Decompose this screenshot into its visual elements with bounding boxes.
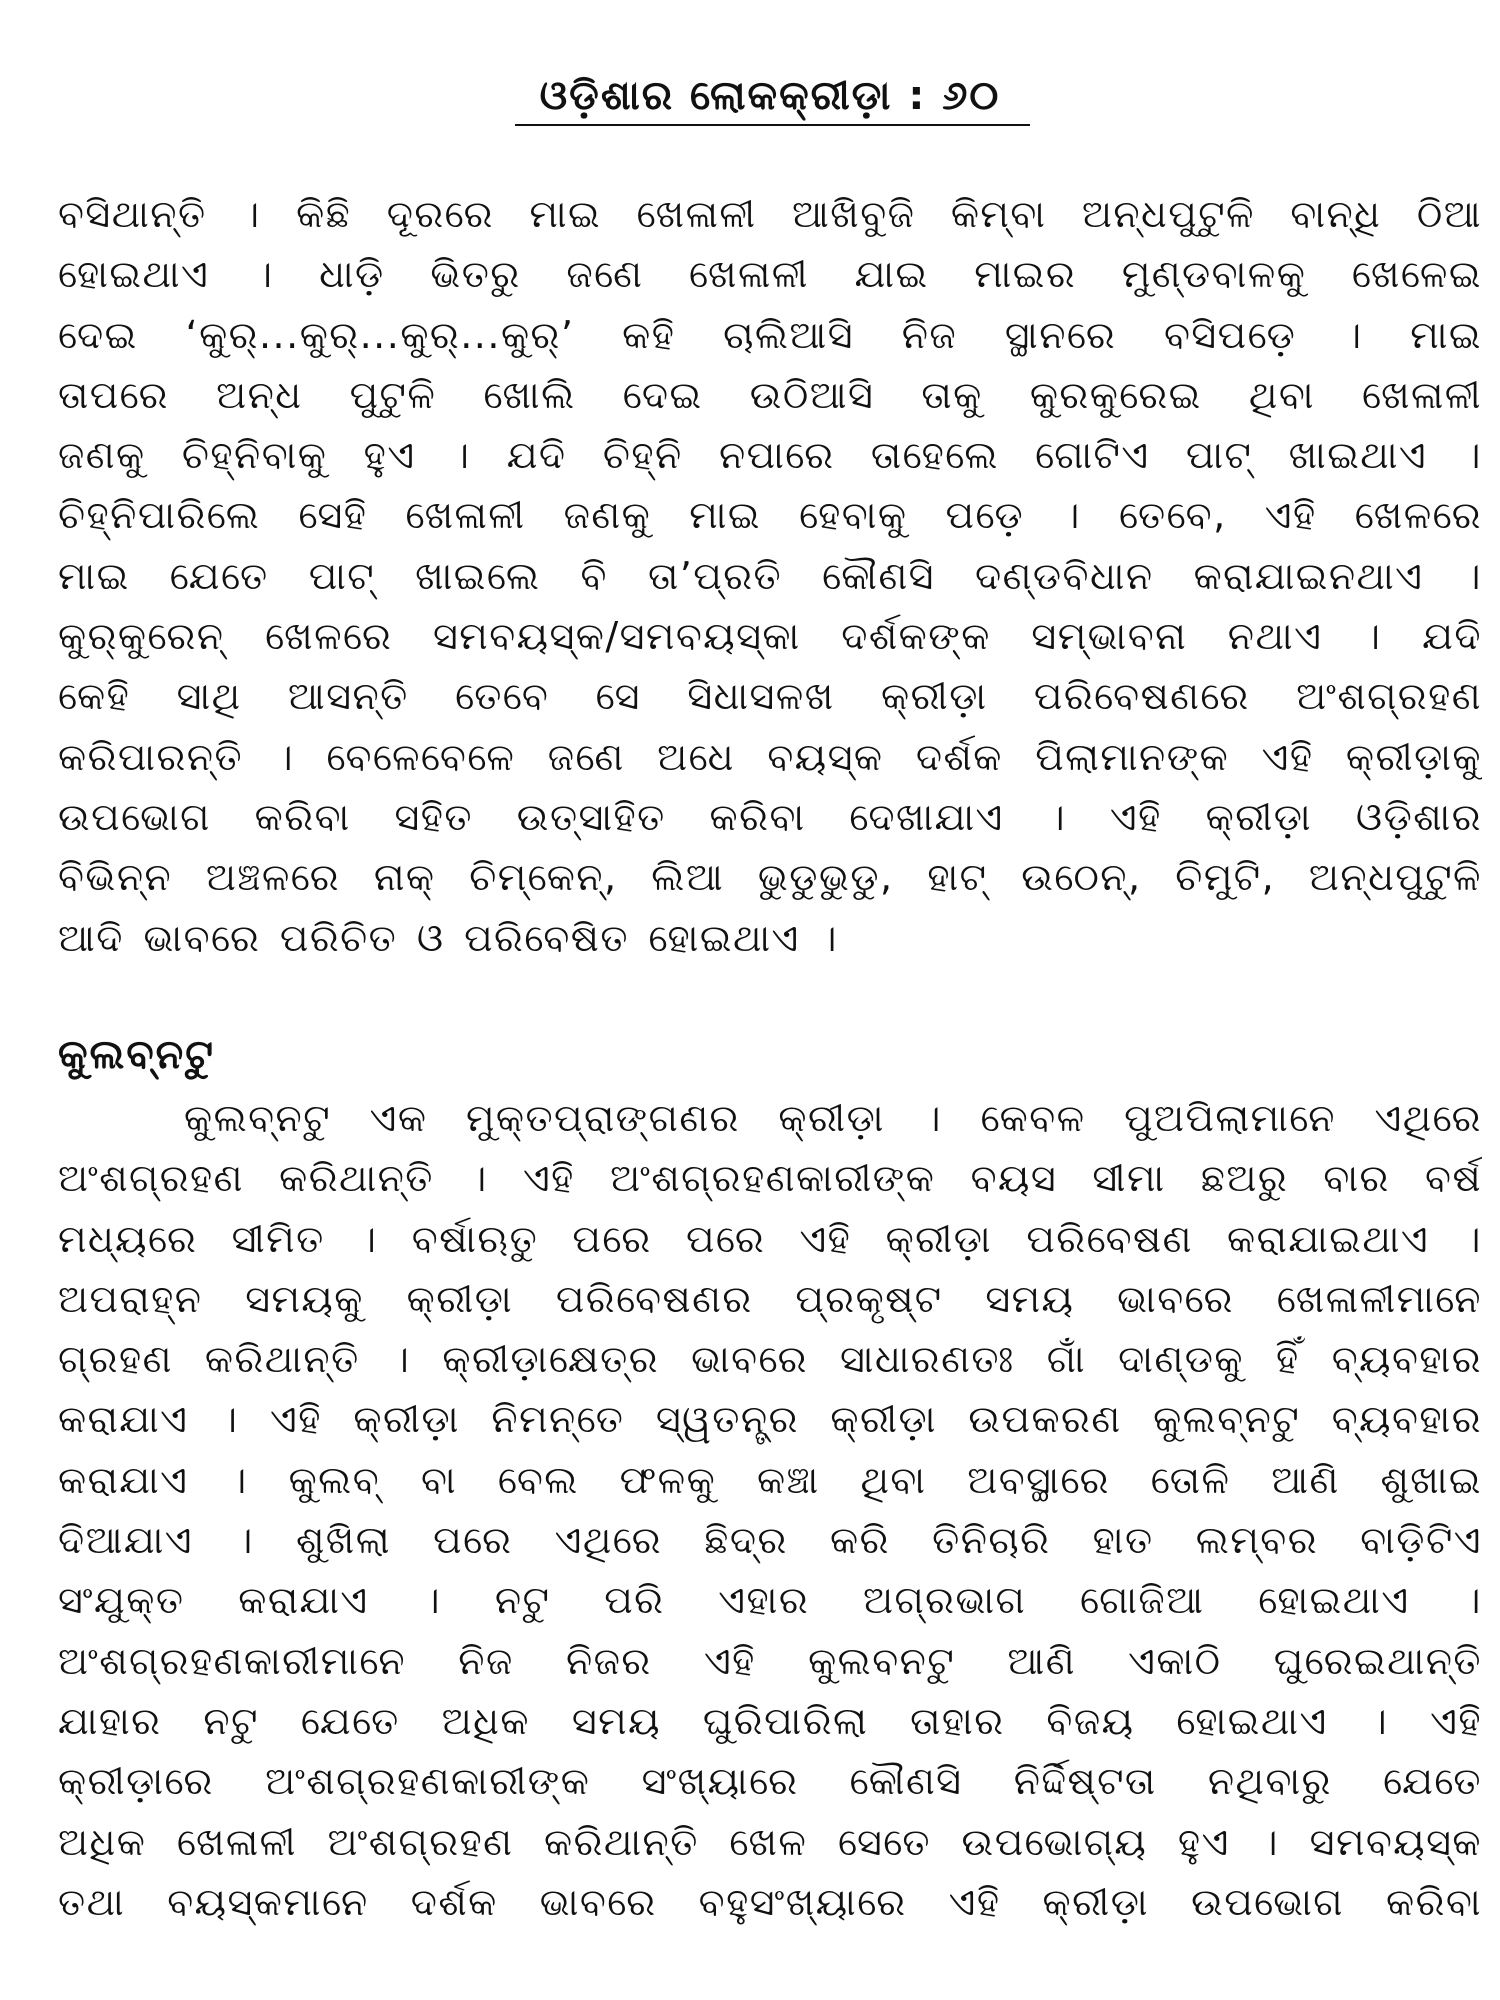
text-line: ଦେଇ ‘କୁର୍...କୁର୍...କୁର୍...କୁର୍’ କହି ଚାଲିଆସି ନିଜ ସ୍ଥାନରେ ବସିପଡ଼େ । ମାଇ	[58, 312, 1482, 357]
text-line: ବିଭିନ୍ନ ଅଞ୍ଚଳରେ ନାକ୍ ଚିମ୍‌କେନ୍, ଲିଆ ଭୁଡୁଭୁଡୁ, ହାଟ୍ ଉଠେନ୍, ଚିମୁଟି, ଅନ୍ଧପୁଟୁଳି	[58, 855, 1482, 900]
text-line: ଆଦି ଭାବରେ ପରିଚିତ ଓ ପରିବେଷିତ ହୋଇଥାଏ ।	[58, 915, 838, 960]
text-line: ଗ୍ରହଣ କରିଥାନ୍ତି । କ୍ରୀଡ଼ାକ୍ଷେତ୍ର ଭାବରେ ସାଧାରଣତଃ ଗାଁ ଦାଣ୍ଡକୁ ହିଁ ବ୍ୟବହାର	[58, 1337, 1482, 1382]
text-line: ତାପରେ ଅନ୍ଧ ପୁଟୁଳି ଖୋଲି ଦେଇ ଉଠିଆସି ତାକୁ କୁରକୁରେଇ ଥିବା ଖେଳାଳୀ	[58, 372, 1482, 417]
text-line: କରାଯାଏ । ଏହି କ୍ରୀଡ଼ା ନିମନ୍ତେ ସ୍ୱତନ୍ତ୍ର କ୍ରୀଡ଼ା ଉପକରଣ କୁଲବ୍‌ନଟୁ ବ୍ୟବହାର	[58, 1397, 1482, 1442]
text-line: ତଥା ବୟସ୍କମାନେ ଦର୍ଶକ ଭାବରେ ବହୁସଂଖ୍ୟାରେ ଏହି କ୍ରୀଡ଼ା ଉପଭୋଗ କରିବା	[58, 1879, 1482, 1924]
text-line: ଅପରାହ୍ନ ସମୟକୁ କ୍ରୀଡ଼ା ପରିବେଷଣର ପ୍ରକୃଷ୍ଟ ସମୟ ଭାବରେ ଖେଳାଳୀମାନେ	[58, 1276, 1482, 1321]
header-underline	[515, 124, 1030, 126]
text-line: ସଂଯୁକ୍ତ କରାଯାଏ । ନଟୁ ପରି ଏହାର ଅଗ୍ରଭାଗ ଗୋଜିଆ ହୋଇଥାଏ ।	[58, 1578, 1482, 1623]
paragraph-continued	[58, 184, 1482, 968]
running-header: ଓଡ଼ିଶାର ଲୋକକ୍ରୀଡ଼ା : ୬୦	[539, 73, 1001, 119]
section-heading: କୁଲବ୍‌ନଟୁ	[58, 1032, 215, 1078]
text-line: ଅଧିକ ଖେଳାଳୀ ଅଂଶଗ୍ରହଣ କରିଥାନ୍ତି ଖେଳ ସେତେ ଉପଭୋଗ୍ୟ ହୁଏ । ସମବୟସ୍କ	[58, 1819, 1482, 1864]
text-line: କୁର୍‌କୁରେନ୍ ଖେଳରେ ସମବୟସ୍କ/ସମବୟସ୍କା ଦର୍ଶକଙ୍କ ସମ୍ଭାବନା ନଥାଏ । ଯଦି	[58, 614, 1482, 659]
text-line: କରାଯାଏ । କୁଲବ୍ ବା ବେଲ ଫଳକୁ କଞ୍ଚା ଥିବା ଅବସ୍ଥାରେ ତୋଳି ଆଣି ଶୁଖାଇ	[58, 1457, 1482, 1502]
text-line: କୁଲବ୍‌ନଟୁ ଏକ ମୁକ୍ତପ୍ରାଙ୍ଗଣର କ୍ରୀଡ଼ା । କେବଳ ପୁଅପିଲାମାନେ ଏଥିରେ	[184, 1096, 1482, 1140]
text-line: ମଧ୍ୟରେ ସୀମିତ । ବର୍ଷାଋତୁ ପରେ ପରେ ଏହି କ୍ରୀଡ଼ା ପରିବେଷଣ କରାଯାଇଥାଏ ।	[58, 1216, 1482, 1261]
text-line: କରିପାରନ୍ତି । ବେଳେବେଳେ ଜଣେ ଅଧେ ବୟସ୍କ ଦର୍ଶକ ପିଲାମାନଙ୍କ ଏହି କ୍ରୀଡ଼ାକୁ	[58, 734, 1482, 779]
text-line: ଅଂଶଗ୍ରହଣ କରିଥାନ୍ତି । ଏହି ଅଂଶଗ୍ରହଣକାରୀଙ୍କ ବୟସ ସୀମା ଛଅରୁ ବାର ବର୍ଷ	[58, 1156, 1482, 1201]
text-line: ଚିହ୍ନିପାରିଲେ ସେହି ଖେଳାଳୀ ଜଣକୁ ମାଇ ହେବାକୁ ପଡ଼େ । ତେବେ, ଏହି ଖେଳରେ	[58, 493, 1482, 538]
text-line: କେହି ସାଥି ଆସନ୍ତି ତେବେ ସେ ସିଧାସଳଖ କ୍ରୀଡ଼ା ପରିବେଷଣରେ ଅଂଶଗ୍ରହଣ	[58, 674, 1482, 719]
section-paragraph	[58, 1088, 1482, 1932]
text-line: ବସିଥାନ୍ତି । କିଛି ଦୂରରେ ମାଇ ଖେଳାଳୀ ଆଖିବୁଜି କିମ୍ବା ଅନ୍ଧପୁଟୁଳି ବାନ୍ଧି ଠିଆ	[58, 192, 1482, 236]
text-line: ଦିଆଯାଏ । ଶୁଖିଲା ପରେ ଏଥିରେ ଛିଦ୍ର କରି ତିନିଚାରି ହାତ ଲମ୍ବର ବାଡ଼ିଟିଏ	[58, 1518, 1482, 1563]
text-line: ହୋଇଥାଏ । ଧାଡ଼ି ଭିତରୁ ଜଣେ ଖେଳାଳୀ ଯାଇ ମାଇର ମୁଣ୍ଡବାଳକୁ ଖେଳେଇ	[58, 252, 1482, 297]
text-line: କ୍ରୀଡ଼ାରେ ଅଂଶଗ୍ରହଣକାରୀଙ୍କ ସଂଖ୍ୟାରେ କୌଣସି ନିର୍ଦ୍ଦିଷ୍ଟତା ନଥିବାରୁ ଯେତେ	[58, 1759, 1482, 1804]
text-line: ଯାହାର ନଟୁ ଯେତେ ଅଧିକ ସମୟ ଘୁରିପାରିଲା ତାହାର ବିଜୟ ହୋଇଥାଏ । ଏହି	[58, 1698, 1482, 1743]
text-line: ଅଂଶଗ୍ରହଣକାରୀମାନେ ନିଜ ନିଜର ଏହି କୁଲବନଟୁ ଆଣି ଏକାଠି ଘୁରେଇଥାନ୍ତି	[58, 1638, 1482, 1683]
text-line: ଜଣକୁ ଚିହ୍ନିବାକୁ ହୁଏ । ଯଦି ଚିହ୍ନି ନପାରେ ତାହେଲେ ଗୋଟିଏ ପାଟ୍ ଖାଇଥାଏ ।	[58, 433, 1482, 478]
text-line: ମାଇ ଯେତେ ପାଟ୍ ଖାଇଲେ ବି ତା’ପ୍ରତି କୌଣସି ଦଣ୍ଡବିଧାନ କରାଯାଇନଥାଏ ।	[58, 553, 1482, 598]
text-line: ଉପଭୋଗ କରିବା ସହିତ ଉତ୍ସାହିତ କରିବା ଦେଖାଯାଏ । ଏହି କ୍ରୀଡ଼ା ଓଡ଼ିଶାର	[58, 794, 1482, 839]
